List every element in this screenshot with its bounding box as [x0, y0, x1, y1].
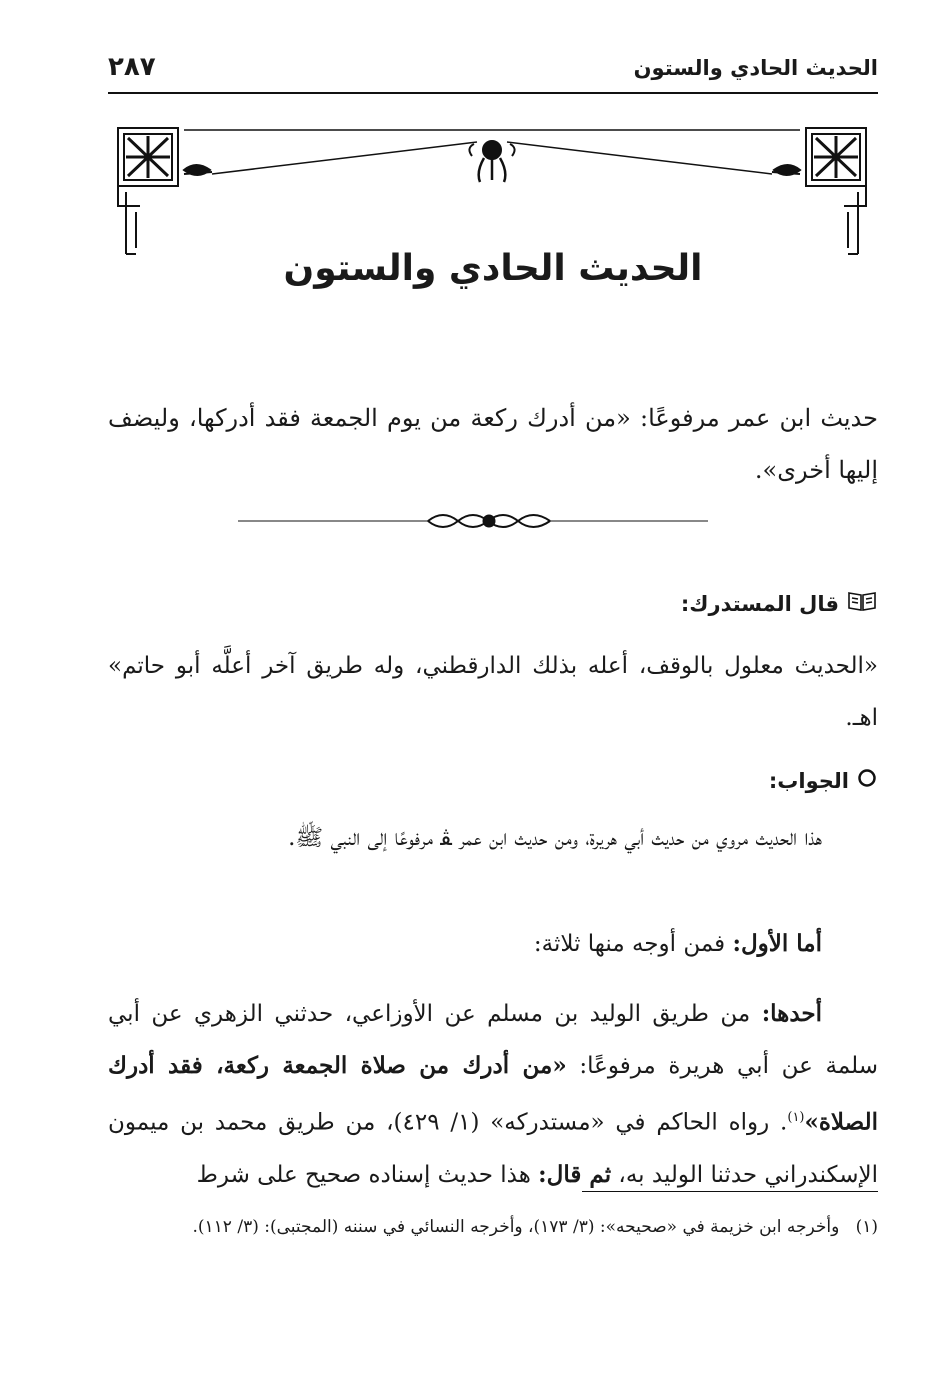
- ornament-frame: [112, 122, 872, 262]
- footnote-ref: (١): [787, 1110, 805, 1125]
- first-text: فمن أوجه منها ثلاثة:: [533, 931, 726, 957]
- footnote: [108, 1208, 878, 1246]
- running-header-title: الحديث الحادي والستون: [633, 56, 878, 80]
- footnote-text: وأخرجه ابن خزيمة في «صحيحه»: (٣/ ١٧٣)، وأخرجه النسائي في سننه (المجتبى): (٣/ ١١٢).: [192, 1217, 840, 1237]
- answer-heading-label: الجواب:: [768, 768, 849, 793]
- first-label: أما الأول:: [732, 930, 822, 957]
- chapter-title: الحديث الحادي والستون: [283, 248, 703, 289]
- way1-text-a: من طريق الوليد بن مسلم عن الأوزاعي، حدثني الزهري عن أبي سلمة عن أبي هريرة مرفوعًا:: [108, 1001, 879, 1079]
- way1-text-b: . رواه الحاكم في «مستدركه» (١/ ٤٢٩)، من طريق محمد بن ميمون الإسكندراني حدثنا الوليد به،: [108, 1109, 878, 1188]
- answer-intro: هذا الحديث مروي من حديث أبي هريرة، ومن حديث ابن عمر ﭭ مرفوعًا إلى النبي ﷺ.: [288, 825, 822, 851]
- book-icon: [847, 590, 877, 617]
- running-header: [108, 52, 878, 94]
- mustadrak-heading-label: قال المستدرك:: [680, 591, 839, 616]
- section-divider-ornament: [238, 508, 708, 534]
- mustadrak-heading: [681, 590, 877, 617]
- way1-quote: «من أدرك من صلاة الجمعة ركعة، فقد أدرك الصلاة»: [108, 1052, 878, 1136]
- answer-heading: [769, 768, 877, 793]
- way1-label2: ثم قال:: [538, 1160, 612, 1188]
- circle-bullet-icon: [857, 768, 877, 793]
- hadith-text: حديث ابن عمر مرفوعًا: «من أدرك ركعة من يوم الجمعة فقد أدركها، وليضف إليها أخرى».: [108, 404, 878, 484]
- way1-label: أحدها:: [761, 1000, 822, 1027]
- footnote-number: (١): [855, 1217, 878, 1237]
- mustadrak-quote: «الحديث معلول بالوقف، أعله بذلك الدارقطني، وله طريق آخر أعلَّه أبو حاتم» اهـ.: [108, 653, 878, 731]
- first-section-line: [108, 918, 878, 970]
- page-number: ٢٨٧: [108, 52, 156, 82]
- first-way-paragraph: [108, 988, 878, 1201]
- footnote-separator: [582, 1191, 878, 1192]
- way1-text-c: هذا حديث إسناده صحيح على شرط: [196, 1161, 531, 1188]
